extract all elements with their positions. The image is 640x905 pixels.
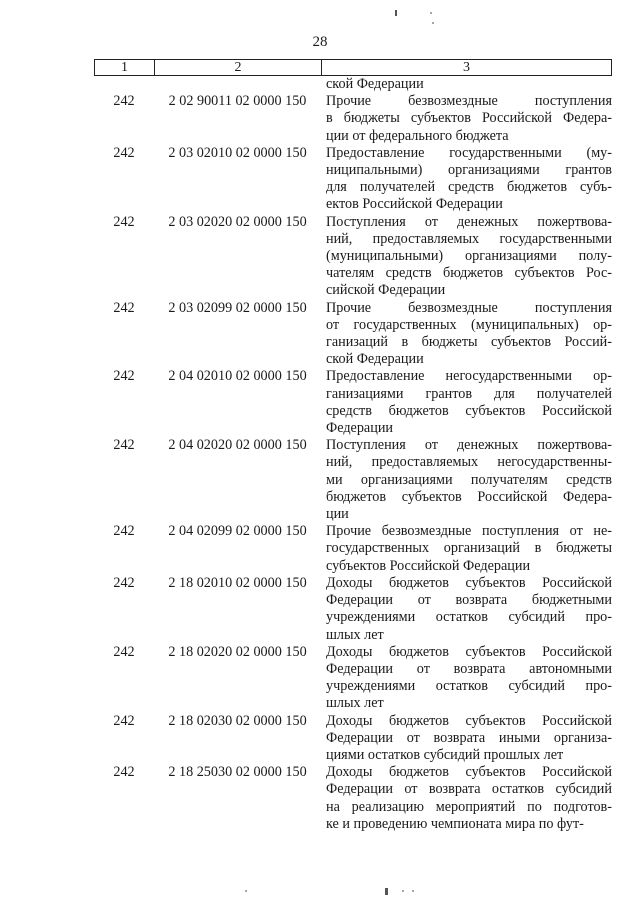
description-line: в бюджеты субъектов Российской Федера- xyxy=(326,110,612,127)
description-cell xyxy=(321,644,612,713)
table-row xyxy=(94,644,612,713)
description-line: Федерации от возврата бюджетными xyxy=(326,592,612,609)
column-header-2: 2 xyxy=(155,60,322,75)
budget-code-cell: 2 18 02020 02 0000 150 xyxy=(168,643,307,660)
admin-code-cell: 242 xyxy=(113,368,135,385)
table-row xyxy=(94,368,612,437)
table-row xyxy=(94,713,612,765)
description-line: Доходы бюджетов субъектов Российской xyxy=(326,643,612,660)
description-cell xyxy=(321,93,612,145)
admin-code-cell: 242 xyxy=(113,764,135,781)
description-line: шлых лет xyxy=(326,626,384,643)
description-line: Доходы бюджетов субъектов Российской xyxy=(326,574,612,591)
table-row xyxy=(94,523,612,575)
description-cell xyxy=(321,575,612,644)
table-row xyxy=(94,764,612,833)
description-cell xyxy=(321,368,612,437)
table-row xyxy=(94,93,612,145)
scan-artifact-dot xyxy=(402,890,404,892)
description-line: Поступления от денежных пожертвова- xyxy=(326,213,612,230)
admin-code-cell: 242 xyxy=(113,643,135,660)
budget-code-cell: 2 04 02099 02 0000 150 xyxy=(168,523,307,540)
description-cell xyxy=(321,214,612,300)
description-line: государственных организаций в бюджеты xyxy=(326,540,612,557)
description-line: Доходы бюджетов субъектов Российской xyxy=(326,712,612,729)
description-line: ской Федерации xyxy=(326,351,424,368)
page-number: 28 xyxy=(312,34,328,50)
description-line: ми организациями получателям средств xyxy=(326,471,612,488)
admin-code-cell: 242 xyxy=(113,213,135,230)
table-body xyxy=(94,76,612,833)
description-line: Прочие безвозмездные поступления xyxy=(326,93,612,110)
description-line: ектов Российской Федерации xyxy=(326,196,503,213)
budget-code-cell: 2 18 02010 02 0000 150 xyxy=(168,574,307,591)
description-line: ке и проведению чемпионата мира по фут- xyxy=(326,815,584,832)
table-header xyxy=(94,59,612,76)
admin-code-cell: 242 xyxy=(113,574,135,591)
description-line: от государственных (муниципальных) ор- xyxy=(326,316,612,333)
description-line: Прочие безвозмездные поступления от не- xyxy=(326,523,612,540)
budget-code-cell xyxy=(154,76,321,93)
description-line: средств бюджетов субъектов Российской xyxy=(326,402,612,419)
description-line: сийской Федерации xyxy=(326,282,446,299)
description-line: Предоставление государственными (му- xyxy=(326,144,612,161)
description-line: ции xyxy=(326,506,349,523)
description-line: ганизациями грантов для получателей xyxy=(326,385,612,402)
description-line: Предоставление негосударственными ор- xyxy=(326,368,612,385)
budget-code-cell: 2 03 02099 02 0000 150 xyxy=(168,299,307,316)
description-line: ний, предоставляемых негосударственны- xyxy=(326,454,612,471)
description-cell xyxy=(321,713,612,765)
scan-artifact-top xyxy=(395,10,397,16)
admin-code-cell xyxy=(94,76,154,93)
description-line: (муниципальными) организациями полу- xyxy=(326,248,612,265)
scan-artifact-dot xyxy=(432,22,434,24)
admin-code-cell: 242 xyxy=(113,93,135,110)
description-line: Поступления от денежных пожертвова- xyxy=(326,437,612,454)
description-line: Доходы бюджетов субъектов Российской xyxy=(326,764,612,781)
budget-code-cell: 2 04 02020 02 0000 150 xyxy=(168,437,307,454)
admin-code-cell: 242 xyxy=(113,712,135,729)
table-row xyxy=(94,300,612,369)
scan-artifact-bottom xyxy=(385,888,388,895)
description-line: субъектов Российской Федерации xyxy=(326,557,531,574)
description-line: Федерации от возврата остатков субсидий xyxy=(326,781,612,798)
admin-code-cell: 242 xyxy=(113,299,135,316)
table-row xyxy=(94,145,612,214)
description-line: Федерации от возврата иными организа- xyxy=(326,729,612,746)
description-line: ции от федерального бюджета xyxy=(326,127,509,144)
budget-code-cell: 2 04 02010 02 0000 150 xyxy=(168,368,307,385)
budget-code-cell: 2 03 02010 02 0000 150 xyxy=(168,144,307,161)
description-line: ской Федерации xyxy=(326,76,424,92)
table-row xyxy=(94,575,612,644)
description-line: Прочие безвозмездные поступления xyxy=(326,299,612,316)
admin-code-cell: 242 xyxy=(113,437,135,454)
budget-code-cell: 2 02 90011 02 0000 150 xyxy=(168,93,307,110)
table-row xyxy=(94,76,612,93)
description-line: для получателей средств бюджетов субъ- xyxy=(326,179,612,196)
description-cell xyxy=(321,437,612,523)
column-header-1: 1 xyxy=(95,60,155,75)
description-cell xyxy=(321,764,612,833)
description-line: циями остатков субсидий прошлых лет xyxy=(326,746,564,763)
description-cell xyxy=(321,523,612,575)
description-line: Федерации xyxy=(326,420,394,437)
scan-artifact-dot xyxy=(412,890,414,892)
column-header-3: 3 xyxy=(463,60,470,75)
description-line: бюджетов субъектов Российской Федера- xyxy=(326,488,612,505)
description-line: ганизаций в бюджеты субъектов Россий- xyxy=(326,334,612,351)
description-line: чателям средств бюджетов субъектов Рос- xyxy=(326,265,612,282)
scan-artifact-dot xyxy=(430,12,432,14)
description-cell xyxy=(321,76,612,93)
description-line: учреждениями остатков субсидий про- xyxy=(326,678,612,695)
budget-code-cell: 2 03 02020 02 0000 150 xyxy=(168,213,307,230)
table-row xyxy=(94,437,612,523)
description-line: Федерации от возврата автономными xyxy=(326,660,612,677)
admin-code-cell: 242 xyxy=(113,144,135,161)
description-line: ниципальными) организациями грантов xyxy=(326,162,612,179)
scan-artifact-dot xyxy=(245,890,247,892)
description-line: учреждениями остатков субсидий про- xyxy=(326,609,612,626)
description-line: шлых лет xyxy=(326,695,384,712)
description-line: на реализацию мероприятий по подготов- xyxy=(326,798,612,815)
description-line: ний, предоставляемых государственными xyxy=(326,230,612,247)
budget-code-cell: 2 18 02030 02 0000 150 xyxy=(168,712,307,729)
admin-code-cell: 242 xyxy=(113,523,135,540)
budget-code-cell: 2 18 25030 02 0000 150 xyxy=(168,764,307,781)
description-cell xyxy=(321,145,612,214)
description-cell xyxy=(321,300,612,369)
table-row xyxy=(94,214,612,300)
